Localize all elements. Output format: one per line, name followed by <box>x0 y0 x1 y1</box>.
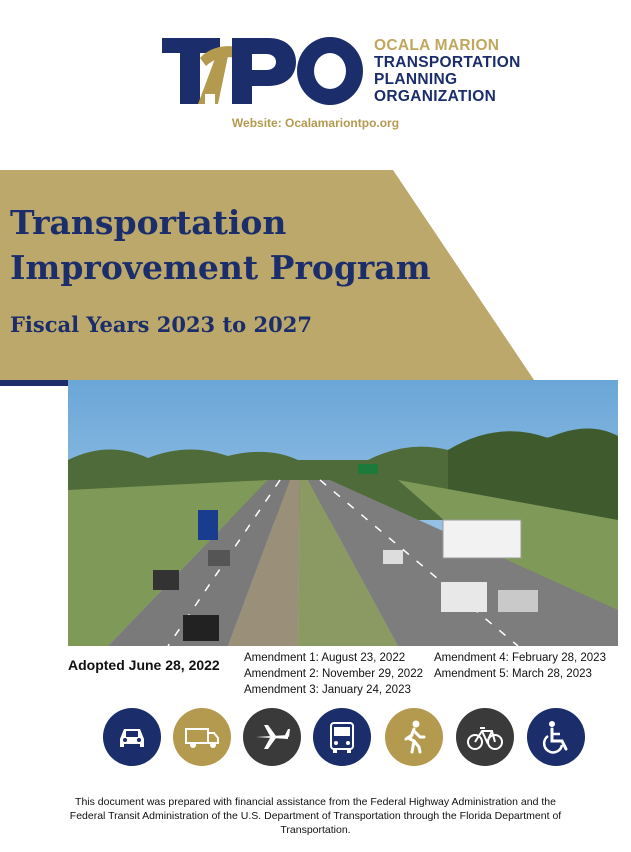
amendment-2: Amendment 2: November 29, 2022 <box>244 668 423 680</box>
document-title-line-1: Transportation <box>10 203 287 242</box>
org-line-1: OCALA MARION <box>374 37 500 54</box>
pedestrian-icon <box>385 708 443 766</box>
document-title-line-2: Improvement Program <box>10 248 431 287</box>
organization-name <box>374 37 521 105</box>
fiscal-years: Fiscal Years 2023 to 2027 <box>10 312 312 337</box>
airplane-icon <box>243 708 301 766</box>
amendment-4: Amendment 4: February 28, 2023 <box>434 652 606 664</box>
wheelchair-icon <box>527 708 585 766</box>
bus-icon <box>313 708 371 766</box>
tpo-logo <box>160 34 365 108</box>
website-link[interactable]: Website: Ocalamariontpo.org <box>231 116 400 130</box>
highway-photo <box>68 380 618 646</box>
org-line-2: TRANSPORTATION <box>374 54 521 71</box>
amendments-column-1 <box>244 650 423 698</box>
adopted-date: Adopted June 28, 2022 <box>68 657 220 673</box>
mode-icon-row <box>0 708 631 772</box>
truck-icon <box>173 708 231 766</box>
car-icon <box>103 708 161 766</box>
amendments-column-2 <box>434 650 606 682</box>
amendment-3: Amendment 3: January 24, 2023 <box>244 684 411 696</box>
org-line-4: ORGANIZATION <box>374 88 497 105</box>
funding-disclaimer: This document was prepared with financial assistance from the Federal Highway Administration and the Federal Transit Administration of the U.S. Department of Transportation through the Florida Department of Transportation. <box>69 796 562 836</box>
amendment-5: Amendment 5: March 28, 2023 <box>434 668 592 680</box>
bicycle-icon <box>456 708 514 766</box>
amendment-1: Amendment 1: August 23, 2022 <box>244 652 406 664</box>
org-line-3: PLANNING <box>374 71 458 88</box>
